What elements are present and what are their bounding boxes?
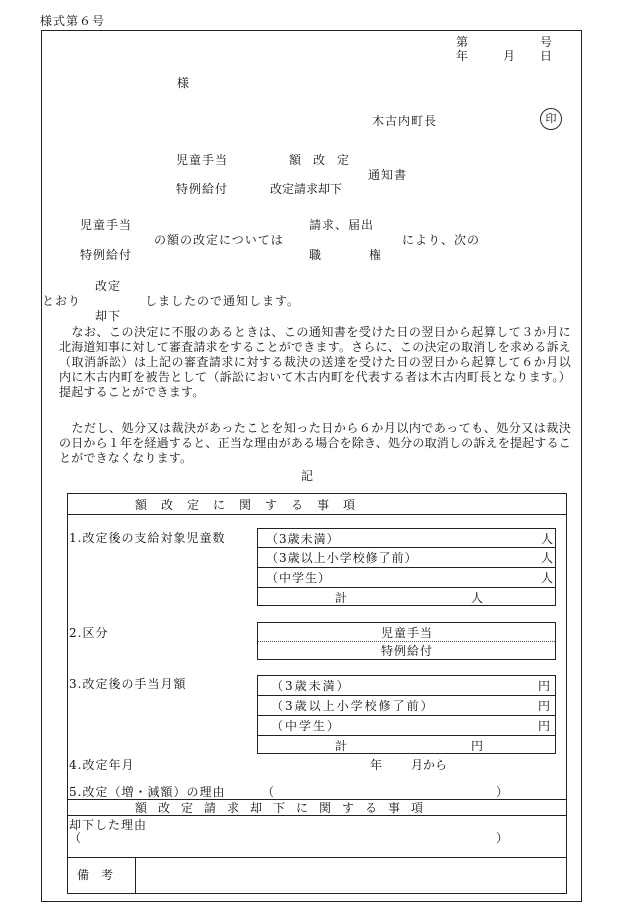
item1-row-under3: （3歳未満）: [266, 532, 340, 546]
item3-total-unit: 円: [471, 739, 484, 753]
intro-ex-officio: 職 権: [309, 248, 382, 262]
issuer-name: 木古内町長: [372, 114, 438, 128]
form-number-label: 様式第６号: [40, 14, 106, 28]
item3-unit-under3: 円: [538, 679, 551, 693]
official-seal: 印: [540, 108, 562, 130]
item1-row-primary: （3歳以上小学校修了前）: [266, 551, 418, 565]
intro-child-allowance: 児童手当: [80, 218, 133, 232]
item5-close-paren: ）: [496, 785, 509, 799]
item1-row-junior-high: （中学生）: [266, 571, 332, 585]
divider: [67, 857, 567, 858]
item5-label: 5.改定（増・減額）の理由: [69, 785, 226, 799]
title-notice: 通知書: [368, 168, 408, 182]
item2-option-child-allowance: 児童手当: [381, 626, 434, 640]
intro-revise: 改定: [95, 279, 122, 293]
divider: [258, 641, 555, 642]
divider: [257, 567, 556, 568]
rejection-heading: 額改定請求却下に関する事項: [135, 801, 435, 815]
item1-unit-under3: 人: [541, 532, 554, 546]
intro-special-benefit: 特例給付: [80, 248, 133, 262]
item3-total-label: 計: [335, 739, 348, 753]
divider: [257, 735, 556, 736]
item1-unit-primary: 人: [541, 551, 554, 565]
divider: [135, 857, 136, 894]
divider: [257, 547, 556, 548]
intro-revision-text: の額の改定については: [154, 233, 284, 247]
item1-unit-junior-high: 人: [541, 571, 554, 585]
date-year: 年: [456, 49, 469, 63]
title-rejection: 改定請求却下: [270, 182, 343, 196]
title-child-allowance: 児童手当: [176, 153, 229, 167]
number-suffix: 号: [540, 35, 553, 49]
recipient-honorific: 様: [177, 76, 190, 90]
ki-heading: 記: [301, 469, 314, 483]
limitation-paragraph: ただし、処分又は裁決があったことを知った日から６か月以内であっても、処分又は裁決の日から１年を経過すると、正当な理由がある場合を除き、処分の取消しの訴えを提起することができなくなります。: [59, 421, 571, 465]
item2-option-special-benefit: 特例給付: [381, 644, 434, 658]
intro-as-follows: とおり: [42, 294, 82, 308]
rejection-open-paren: （: [69, 831, 82, 845]
title-special-benefit: 特例給付: [176, 182, 229, 196]
item5-open-paren: （: [262, 785, 275, 799]
item3-row-under3: （3歳未満）: [271, 679, 351, 693]
rejection-reason-label: 却下した理由: [69, 818, 148, 832]
item1-total-unit: 人: [471, 591, 484, 605]
divider: [67, 815, 567, 816]
divider: [67, 799, 567, 800]
item3-unit-junior-high: 円: [538, 719, 551, 733]
intro-request: 請求、届出: [309, 218, 375, 232]
remarks-label: 備 考: [77, 868, 114, 882]
date-month: 月: [503, 49, 516, 63]
divider: [257, 695, 556, 696]
item3-row-junior-high: （中学生）: [271, 719, 342, 733]
item2-label: 2.区分: [69, 626, 109, 640]
intro-notify: しましたので通知します。: [145, 294, 301, 308]
intro-by: により、次の: [402, 233, 481, 247]
detail-heading: 額改定に関する事項: [135, 498, 370, 512]
intro-reject: 却下: [95, 309, 122, 323]
rejection-close-paren: ）: [496, 831, 509, 845]
number-prefix: 第: [456, 35, 469, 49]
divider: [257, 587, 556, 588]
divider: [67, 514, 567, 515]
item4-label: 4.改定年月: [69, 758, 135, 772]
item3-unit-primary: 円: [538, 699, 551, 713]
item3-row-primary: （3歳以上小学校修了前）: [271, 699, 435, 713]
item4-from-month: 月から: [411, 758, 448, 772]
item4-year: 年: [370, 758, 383, 772]
item1-label: 1.改定後の支給対象児童数: [69, 531, 226, 545]
date-day: 日: [540, 49, 553, 63]
item1-total-label: 計: [335, 591, 348, 605]
item3-label: 3.改定後の手当月額: [69, 677, 187, 691]
appeal-paragraph: なお、この決定に不服のあるときは、この通知書を受けた日の翌日から起算して３か月に北海道知事に対して審査請求をすることができます。さらに、この決定の取消しを求める訴え（取消訴訟）は上記の審査請求に対する裁決の送達を受けた日の翌日から起算して６か月以内に木古内町を被告として（訴訟において木古内町を代表する者は木古内町長となります。）提起することができます。: [59, 325, 571, 399]
divider: [257, 715, 556, 716]
title-amount-revision: 額 改 定: [289, 153, 350, 167]
